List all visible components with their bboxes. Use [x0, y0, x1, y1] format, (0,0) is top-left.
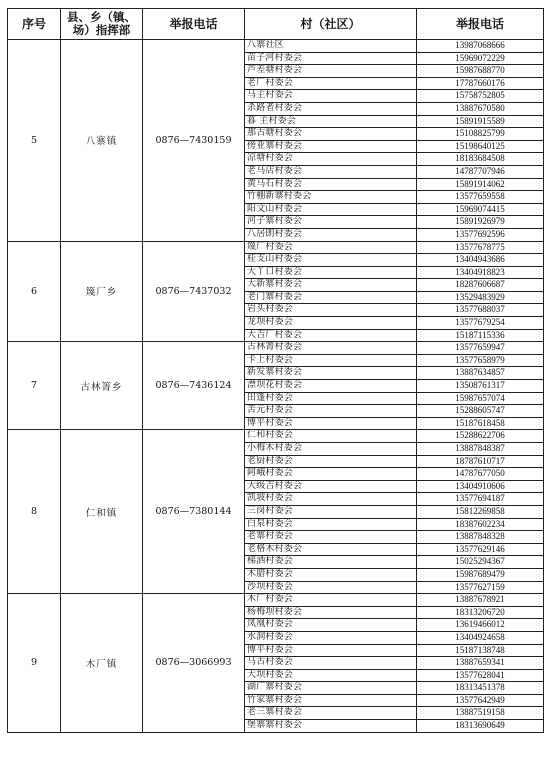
header-village: 村（社区） [245, 9, 417, 40]
village-name: 竹家寨村委会 [245, 694, 417, 707]
village-phone: 15812269858 [417, 505, 544, 518]
village-name: 老寨村委会 [245, 531, 417, 544]
village-name: 老厨村委会 [245, 455, 417, 468]
village-phone: 15969074415 [417, 203, 544, 216]
village-name: 篾厂村委会 [245, 241, 417, 254]
village-phone: 13404943686 [417, 254, 544, 267]
table-row [8, 40, 544, 53]
village-name: 老门寨村委会 [245, 291, 417, 304]
village-phone: 13619466012 [417, 619, 544, 632]
village-phone: 13887670580 [417, 102, 544, 115]
group-phone: 0876—7430159 [143, 40, 245, 242]
village-name: 堡寨寨村委会 [245, 720, 417, 733]
village-name: 桂支山村委会 [245, 254, 417, 267]
village-phone: 13577678775 [417, 241, 544, 254]
village-phone: 13577627159 [417, 581, 544, 594]
village-phone: 15758752805 [417, 90, 544, 103]
village-name: 岩头村委会 [245, 304, 417, 317]
village-name: 仁和村委会 [245, 430, 417, 443]
village-name: 苦元村委会 [245, 405, 417, 418]
village-phone: 14787677050 [417, 468, 544, 481]
group-town: 仁和镇 [61, 430, 143, 594]
village-phone: 17787660176 [417, 77, 544, 90]
table-row [8, 594, 544, 607]
village-name: 卡上村委会 [245, 354, 417, 367]
group-seq: 6 [8, 241, 61, 342]
village-phone: 15108825799 [417, 128, 544, 141]
report-phone-table [7, 8, 544, 733]
village-name: 木腊村委会 [245, 568, 417, 581]
group-seq: 5 [8, 40, 61, 242]
group-phone: 0876—3066993 [143, 594, 245, 733]
village-phone: 13887848387 [417, 443, 544, 456]
village-phone: 15187138748 [417, 644, 544, 657]
village-phone: 15987657074 [417, 392, 544, 405]
village-phone: 15288605747 [417, 405, 544, 418]
village-phone: 13404918823 [417, 266, 544, 279]
village-phone: 13887634857 [417, 367, 544, 380]
village-name: 水洞村委会 [245, 631, 417, 644]
table-row [8, 241, 544, 254]
village-phone: 15288622706 [417, 430, 544, 443]
village-phone: 13577679254 [417, 317, 544, 330]
village-name: 芦差塘村委会 [245, 65, 417, 78]
village-phone: 13577688037 [417, 304, 544, 317]
village-name: 苗子河村委会 [245, 52, 417, 65]
header-phone: 举报电话 [143, 9, 245, 40]
village-name: 梯洒村委会 [245, 556, 417, 569]
village-phone: 13577659558 [417, 191, 544, 204]
village-phone: 13404924658 [417, 631, 544, 644]
village-phone: 15891915589 [417, 115, 544, 128]
village-name: 八寨社区 [245, 40, 417, 53]
village-name: 凤凰村委会 [245, 619, 417, 632]
village-phone: 15987688770 [417, 65, 544, 78]
village-name: 杨梅坝村委会 [245, 606, 417, 619]
village-name: 白泉村委会 [245, 518, 417, 531]
village-phone: 18313451378 [417, 682, 544, 695]
village-name: 大坝村委会 [245, 669, 417, 682]
village-name: 八居朗村委会 [245, 228, 417, 241]
village-name: 小梅木村委会 [245, 443, 417, 456]
village-name: 马主村委会 [245, 90, 417, 103]
village-name: 马古村委会 [245, 657, 417, 670]
village-name: 新发寨村委会 [245, 367, 417, 380]
group-seq: 7 [8, 342, 61, 430]
village-phone: 14787707946 [417, 165, 544, 178]
village-phone: 13404910606 [417, 480, 544, 493]
village-name: 田蓬村委会 [245, 392, 417, 405]
village-name: 沙坝村委会 [245, 581, 417, 594]
header-village-phone: 举报电话 [417, 9, 544, 40]
village-name: 木厂村委会 [245, 594, 417, 607]
header-county: 县、乡（镇、场）指挥部 [61, 9, 143, 40]
village-phone: 13577642949 [417, 694, 544, 707]
village-phone: 13887848328 [417, 531, 544, 544]
village-name: 大新寨村委会 [245, 279, 417, 292]
village-name: 大吉厂村委会 [245, 329, 417, 342]
village-name: 暮 主村委会 [245, 115, 417, 128]
village-phone: 13577629146 [417, 543, 544, 556]
village-phone: 15969072229 [417, 52, 544, 65]
village-name: 老厂村委会 [245, 77, 417, 90]
group-town: 篾厂乡 [61, 241, 143, 342]
village-phone: 13887519158 [417, 707, 544, 720]
village-name: 竹棚新寨村委会 [245, 191, 417, 204]
village-phone: 13577659947 [417, 342, 544, 355]
village-name: 凉塘村委会 [245, 153, 417, 166]
village-name: 三岗村委会 [245, 505, 417, 518]
village-phone: 15187618458 [417, 417, 544, 430]
village-phone: 18313206720 [417, 606, 544, 619]
header-seq: 序号 [8, 9, 61, 40]
group-seq: 9 [8, 594, 61, 733]
village-phone: 15891926979 [417, 216, 544, 229]
village-name: 阿峨村委会 [245, 468, 417, 481]
village-name: 大级吉村委会 [245, 480, 417, 493]
village-phone: 13987068666 [417, 40, 544, 53]
table-row [8, 342, 544, 355]
village-phone: 18183684508 [417, 153, 544, 166]
village-phone: 18287606687 [417, 279, 544, 292]
village-name: 老格木村委会 [245, 543, 417, 556]
village-name: 漂坝花村委会 [245, 380, 417, 393]
group-phone: 0876—7380144 [143, 430, 245, 594]
group-seq: 8 [8, 430, 61, 594]
village-phone: 15987689479 [417, 568, 544, 581]
village-phone: 13577692596 [417, 228, 544, 241]
village-phone: 13577694187 [417, 493, 544, 506]
village-phone: 18387602234 [417, 518, 544, 531]
village-name: 老三寨村委会 [245, 707, 417, 720]
village-phone: 13508761317 [417, 380, 544, 393]
village-phone: 13577658979 [417, 354, 544, 367]
village-name: 河子寨村委会 [245, 216, 417, 229]
village-name: 黄马石村委会 [245, 178, 417, 191]
village-phone: 13577628041 [417, 669, 544, 682]
report-phone-table-container [7, 8, 543, 733]
group-phone: 0876—7436124 [143, 342, 245, 430]
village-name: 傍亚寨村委会 [245, 140, 417, 153]
village-name: 大丫口村委会 [245, 266, 417, 279]
group-town: 木厂镇 [61, 594, 143, 733]
village-name: 龙坝村委会 [245, 317, 417, 330]
village-name: 凯坡村委会 [245, 493, 417, 506]
village-phone: 13887659341 [417, 657, 544, 670]
village-phone: 18787610717 [417, 455, 544, 468]
village-name: 阳文山村委会 [245, 203, 417, 216]
village-name: 博平村委会 [245, 417, 417, 430]
village-phone: 15025294367 [417, 556, 544, 569]
village-name: 湖广寨村委会 [245, 682, 417, 695]
village-name: 那古塘村委会 [245, 128, 417, 141]
village-name: 老马店村委会 [245, 165, 417, 178]
village-name: 博平村委会 [245, 644, 417, 657]
village-phone: 13887678921 [417, 594, 544, 607]
village-phone: 15891914062 [417, 178, 544, 191]
header-row [8, 9, 544, 40]
village-phone: 15198640125 [417, 140, 544, 153]
village-name: 古林箐村委会 [245, 342, 417, 355]
group-town: 八寨镇 [61, 40, 143, 242]
group-town: 古林箐乡 [61, 342, 143, 430]
group-phone: 0876—7437032 [143, 241, 245, 342]
table-row [8, 430, 544, 443]
village-phone: 13529483929 [417, 291, 544, 304]
village-name: 杀路者村委会 [245, 102, 417, 115]
village-phone: 18313690649 [417, 720, 544, 733]
village-phone: 15187115336 [417, 329, 544, 342]
